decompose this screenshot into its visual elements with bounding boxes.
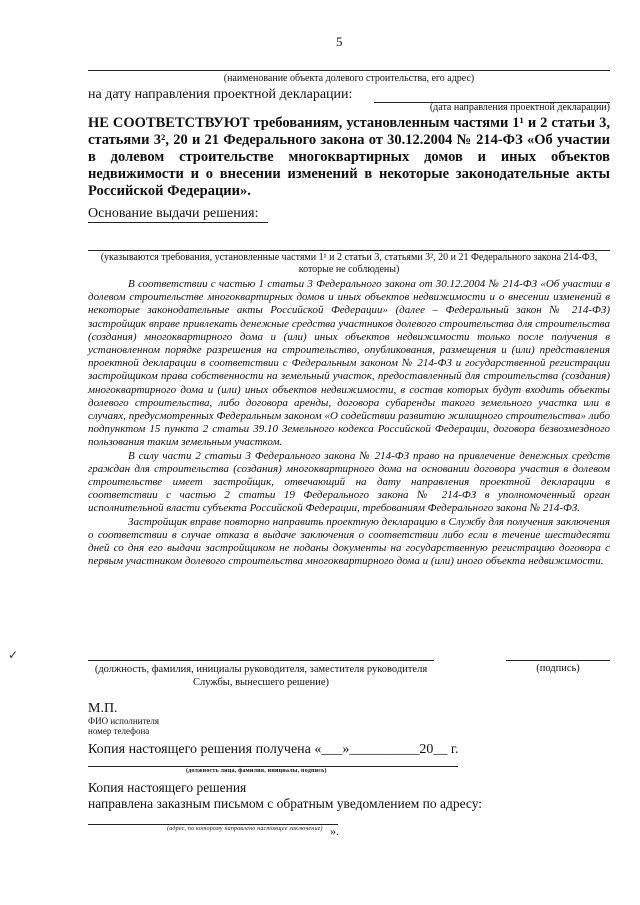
address-closing-quote: ». (330, 824, 339, 838)
object-caption: (наименование объекта долевого строительства, его адрес) (223, 73, 475, 84)
signer-line (88, 660, 434, 661)
date-caption: (дата направления проектной декларации) (429, 102, 610, 113)
executor-label: ФИО исполнителя (88, 716, 160, 726)
requirements-line (88, 250, 610, 251)
paragraph-2: В силу части 2 статьи 3 Федерального закона № 214-ФЗ право на привлечение денежных средств граждан для строительства (создания) многоквартирного дома на основании договора участия в долевом строительстве имеет застройщик, отвечающий на дату направления проектной декларации в соответствии с частью 2 статьи 19 Федерального закона № 214-ФЗ в уполномоченный орган исполнительной власти субъекта Российской Федерации, требованиям Федерального закона № 214-ФЗ. (88, 449, 610, 515)
copy-received-line: Копия настоящего решения получена «___»__________20__ г. (88, 742, 459, 757)
decision-heading: НЕ СООТВЕТСТВУЮТ требованиям, установленным частями 1¹ и 2 статьи 3, статьями 3², 20 и 21 Федерального закона от 30.12.2004 № 214-ФЗ «Об участии в долевом строительстве многоквартирных домов и иных объектов недвижимости и о внесении изменений в некоторые законодательные акты Российской Федерации». (88, 115, 610, 199)
phone-label: номер телефона (88, 726, 150, 736)
paragraph-1: В соответствии с частью 1 статьи 3 Федерального закона от 30.12.2004 № 214-ФЗ «Об участии в долевом строительстве многоквартирных домов и иных объектов недвижимости и о внесении изменений в некоторые законодательные акты Российской Федерации» (далее – Федеральный закон № 214-ФЗ) застройщик вправе привлекать денежные средства участников долевого строительства для строительства (создания) многоквартирного дома и (или) иных объектов недвижимости только после получения в установленном порядке разрешения на строительство, опубликования, размещения и (или) представления проектной декларации в соответствии с Федеральным законом № 214-ФЗ и государственной регистрации застройщиком права собственности на земельный участок, предоставленный для строительства (создания) многоквартирного дома и (или) иных объектов недвижимости, в состав которых будут входить объекты долевого строительства, либо договора аренды, договора субаренды такого земельного участка или в случаях, предусмотренных Федеральным законом «О содействии развитию жилищного строительства» либо подпунктом 15 пункта 2 статьи 39.10 Земельного кодекса Российской Федерации, договора безвозмездного пользования таким земельным участком. (88, 278, 610, 449)
person-caption: (должность лица, фамилия, инициалы, подпись) (186, 768, 327, 774)
address-line (88, 824, 338, 825)
object-line (88, 70, 610, 71)
stamp-label: М.П. (88, 701, 118, 716)
paragraph-3: Застройщик вправе повторно направить проектную декларацию в Службу для получения заключения о соответствии в случае отказа в выдаче заключения о соответствии либо если в течение шестидесяти дней со дня его выдачи застройщиком не поданы документы на государственную регистрацию договора с первым участником долевого строительства многоквартирного дома и (или) иного объекта недвижимости. (88, 515, 610, 568)
requirements-caption: (указываются требования, установленные частями 1¹ и 2 статьи 3, статьями 3², 20 и 21 Федерального закона 214-ФЗ, которые не соблюдены) (100, 252, 598, 275)
margin-mark: ✓ (8, 648, 19, 662)
decision-body (88, 278, 610, 568)
basis-underline (88, 222, 268, 223)
page-number: 5 (336, 34, 343, 49)
basis-label: Основание выдачи решения: (88, 206, 259, 221)
copy-sent-line-1: Копия настоящего решения (88, 780, 247, 795)
date-label: на дату направления проектной декларации: (88, 87, 353, 102)
signature-line (506, 660, 610, 661)
person-line (88, 766, 458, 767)
signature-caption: (подпись) (536, 663, 580, 674)
copy-sent-line-2: направлена заказным письмом с обратным уведомлением по адресу: (88, 796, 483, 811)
signer-caption: (должность, фамилия, инициалы руководителя, заместителя руководителя Службы, вынесшего решение) (94, 664, 428, 688)
address-caption: (адрес, по которому направлено настоящее заключение) (167, 826, 323, 832)
